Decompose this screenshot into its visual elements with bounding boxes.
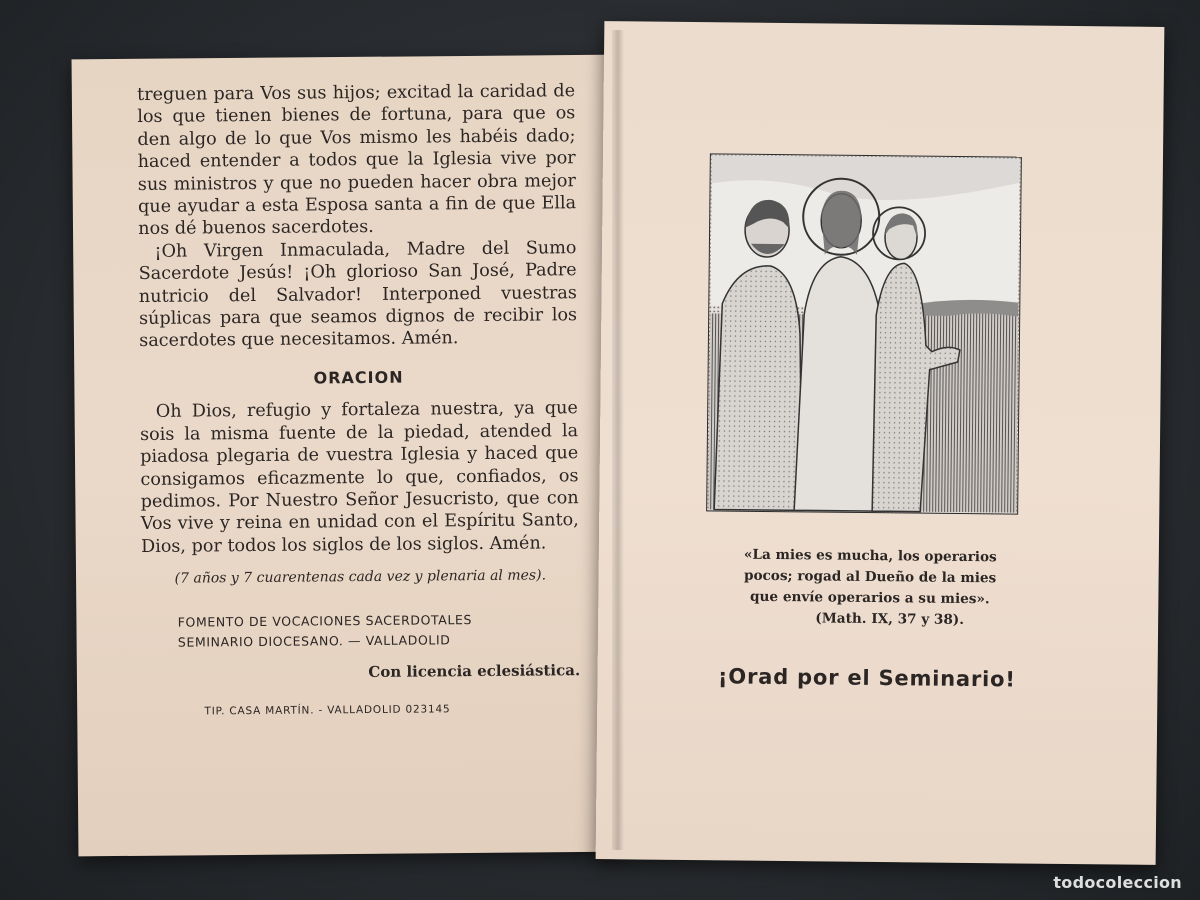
section-heading: ORACION	[313, 367, 404, 388]
printer-line: TIP. CASA MARTÍN. - VALLADOLID 023145	[204, 703, 451, 718]
quote-reference: (Math. IX, 37 y 38).	[815, 610, 965, 628]
prayer-paragraph: ¡Oh Virgen Inmaculada, Madre del Sumo Sacerdote Jesús! ¡Oh glorioso San José, Padre nutricio del Salvador! Interponed vuestras súplicas para que seamos dignos de recibir los sacerdotes que necesitamos. Amén.	[138, 238, 578, 352]
publisher-line: FOMENTO DE VOCACIONES SACERDOTALES	[177, 611, 473, 630]
publisher-line: SEMINARIO DIOCESANO. — VALLADOLID	[177, 631, 451, 650]
call-to-action: ¡Orad por el Seminario!	[717, 664, 1016, 692]
prayer-paragraph: Oh Dios, refugio y fortaleza nuestra, ya que sois la misma fuente de la piedad, atended la piadosa plegaria de vuestra Iglesia y haced que consigamos eficazmente lo que, confiados, os pedimos. Por Nuestro Señor Jesucristo, que con Vos vive y reina en unidad con el Espíritu Santo, Dios, por todos los siglos de los siglos. Amén.	[139, 398, 579, 557]
quote-line: «La mies es mucha, los operarios	[743, 546, 997, 566]
indulgence-note: (7 años y 7 cuarentenas cada vez y plenaria al mes).	[174, 567, 547, 587]
publisher-block	[142, 609, 580, 653]
page-fold	[612, 30, 624, 850]
licence-note: Con licencia eclesiástica.	[368, 660, 581, 681]
quote-line: pocos; rogad al Dueño de la mies	[743, 567, 997, 587]
left-page-text	[137, 80, 581, 723]
prayer-paragraph: treguen para Vos sus hijos; excitad la caridad de los que tienen bienes de fortuna, para que os den algo de lo que Vos mismo les habéis dado; haced entender a todos que la Iglesia vive por sus ministros y que no pueden hacer obra mejor que ayudar a esta Esposa santa a fin de que Ella nos dé buenos sacerdotes.	[137, 81, 577, 240]
scripture-quote	[705, 544, 1036, 631]
religious-illustration	[706, 153, 1022, 514]
quote-line: que envíe operarios a su mies».	[750, 588, 990, 608]
watermark: todocoleccion	[1053, 873, 1182, 892]
